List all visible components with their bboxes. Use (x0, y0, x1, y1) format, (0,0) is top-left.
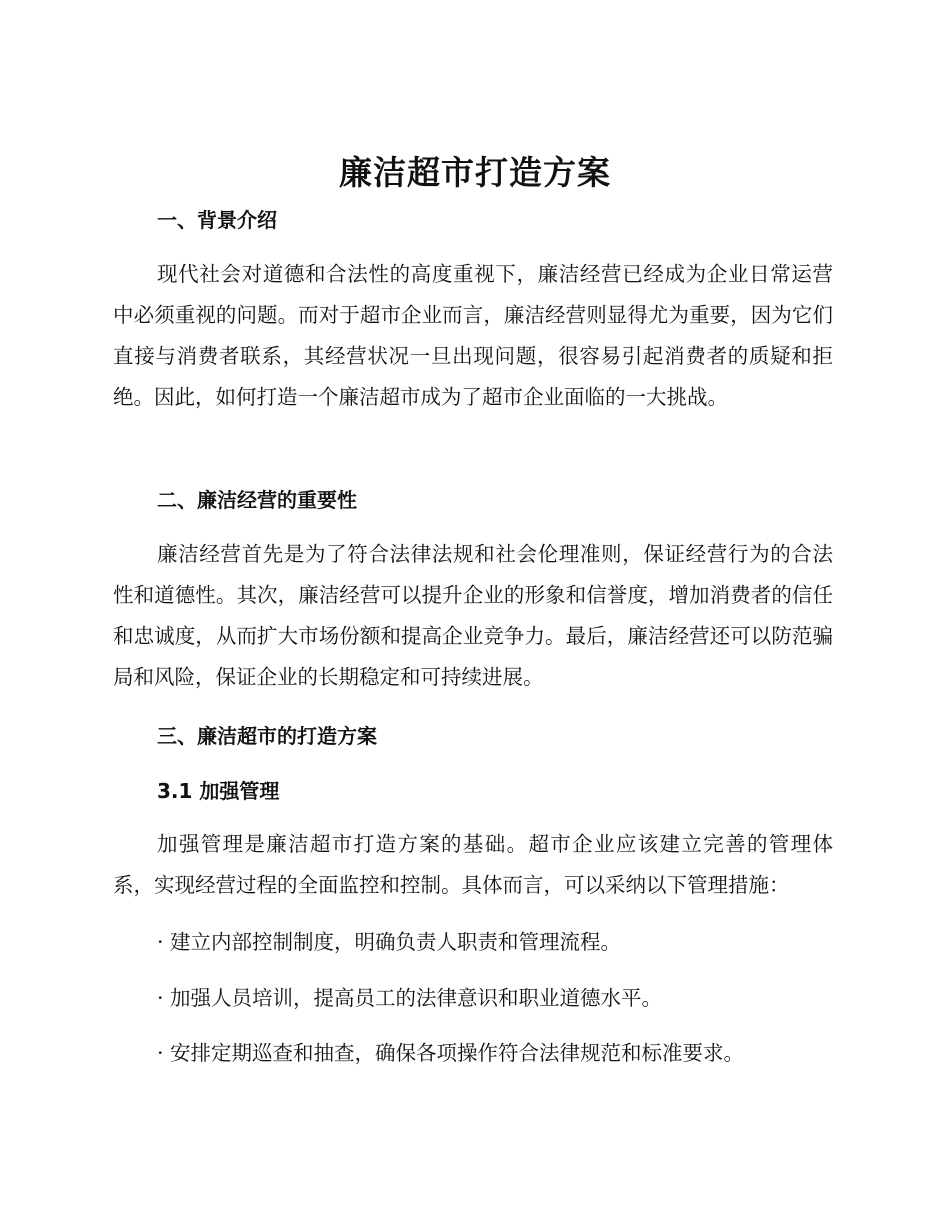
list-item: · 加强人员培训，提高员工的法律意识和职业道德水平。 (157, 986, 663, 1010)
list-item: · 建立内部控制制度，明确负责人职责和管理流程。 (157, 930, 622, 954)
paragraph-background: 现代社会对道德和合法性的高度重视下，廉洁经营已经成为企业日常运营中必须重视的问题。而对于超市企业而言，廉洁经营则显得尤为重要，因为它们直接与消费者联系，其经营状况一旦出现问题，很容易引起消费者的质疑和拒绝。因此，如何打造一个廉洁超市成为了超市企业面临的一大挑战。 (113, 262, 833, 409)
paragraph-importance: 廉洁经营首先是为了符合法律法规和社会伦理准则，保证经营行为的合法性和道德性。其次，廉洁经营可以提升企业的形象和信誉度，增加消费者的信任和忠诚度，从而扩大市场份额和提高企业竞争力。最后，廉洁经营还可以防范骗局和风险，保证企业的长期稳定和可持续进展。 (113, 542, 833, 689)
subsection-heading-management: 3.1 加强管理 (157, 779, 280, 803)
page-title: 廉洁超市打造方案 (339, 153, 611, 192)
section-heading-background: 一、背景介绍 (157, 208, 277, 232)
section-heading-plan: 三、廉洁超市的打造方案 (157, 724, 377, 748)
paragraph-management: 加强管理是廉洁超市打造方案的基础。超市企业应该建立完善的管理体系，实现经营过程的全面监控和控制。具体而言，可以采纳以下管理措施： (113, 832, 833, 897)
section-heading-importance: 二、廉洁经营的重要性 (157, 488, 357, 512)
list-item: · 安排定期巡查和抽查，确保各项操作符合法律规范和标准要求。 (157, 1041, 745, 1065)
